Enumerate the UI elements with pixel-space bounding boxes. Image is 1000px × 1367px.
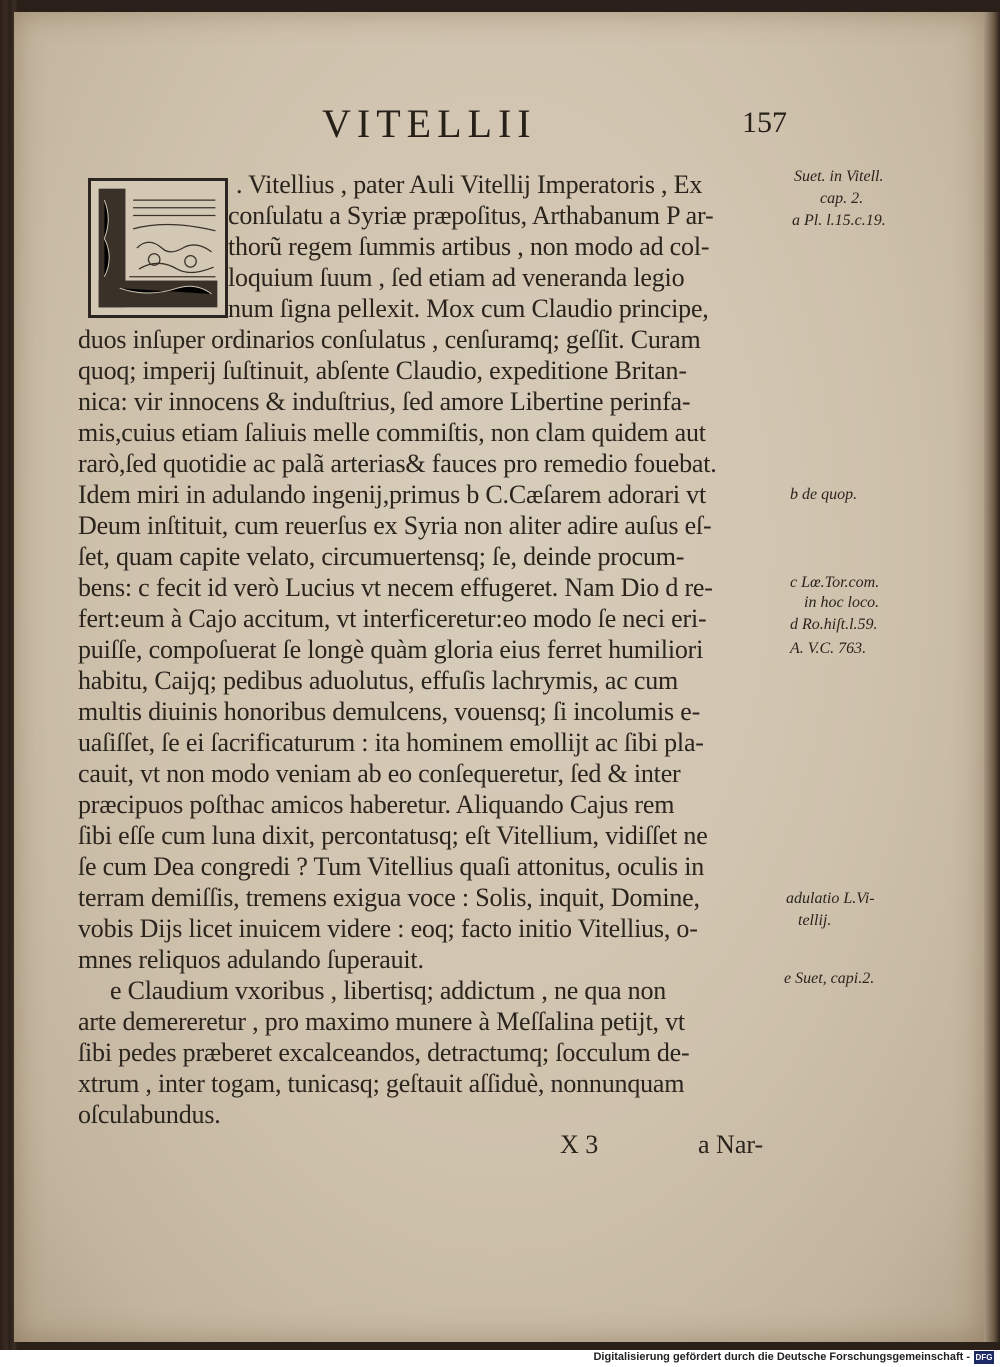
running-title: VITELLII [322,101,537,146]
text-line: num ſigna pellexit. Mox cum Claudio principe, [228,294,709,323]
margin-note: e Suet, capi.2. [784,970,875,987]
text-line: uaſiſſet, ſe ei ſacrificaturum : ita hominem emollijt ac ſibi pla- [78,728,704,757]
dfg-logo: DFG [975,1353,993,1362]
text-line: fert:eum à Cajo accitum, vt interficeretur:eo modo ſe neci eri- [78,604,707,633]
text-line: habitu, Caijq; pedibus aduolutus, effuſis lachrymis, ac cum [78,666,679,695]
catchword: a Nar- [698,1130,764,1159]
text-line: ſibi pedes præberet excalceandos, detractumq; ſocculum de- [78,1038,690,1067]
text-line: rarò,ſed quotidie ac palã arterias& fauces pro remedio fouebat. [78,449,717,478]
text-line: xtrum , inter togam, tunicasq; geſtauit aſſiduè, nonnunquam [78,1069,685,1098]
text-line: duos inſuper ordinarios conſulatus , cenſuramq; geſſit. Curam [78,325,701,354]
text-line: vobis Dijs licet inuicem videre : eoq; facto initio Vitellius, o- [78,914,698,943]
text-line: ſe cum Dea congredi ? Tum Vitellius quaſi attonitus, oculis in [78,852,705,881]
text-line: conſulatu a Syriæ præpoſitus, Arthabanum P ar- [228,201,714,230]
footer-credit: Digitalisierung gefördert durch die Deutsche Forschungsgemeinschaft - [593,1351,970,1363]
book-page [14,12,984,1342]
text-line: nica: vir innocens & induſtrius, ſed amore Libertine perinfa- [78,387,691,416]
text-line: . Vitellius , pater Auli Vitellij Imperatoris , Ex [236,170,703,199]
text-line: puiſſe, compoſuerat ſe longè quàm gloria eius ferret humiliori [78,635,704,664]
margin-note: in hoc loco. [804,594,880,611]
text-line: loquium ſuum , ſed etiam ad veneranda legio [228,263,685,292]
margin-note: cap. 2. [820,190,864,207]
text-line: Deum inſtituit, cum reuerſus ex Syria non aliter adire auſus eſ- [78,511,712,540]
text-line: Idem miri in adulando ingenij,primus b C.Cæſarem adorari vt [78,480,706,509]
signature-mark: X 3 [560,1130,599,1159]
margin-note: b de quop. [790,486,858,503]
margin-note: a Pl. l.15.c.19. [792,212,886,229]
text-line: cauit, vt non modo veniam ab eo conſequeretur, ſed & inter [78,759,681,788]
text-line: mnes reliquos adulando ſuperauit. [78,945,424,974]
text-line: quoq; imperij ſuſtinuit, abſente Claudio, expeditione Britan- [78,356,687,385]
margin-note: d Ro.hiſt.l.59. [790,616,878,633]
text-line: multis diuinis honoribus demulcens, vouensq; ſi incolumis e- [78,697,701,726]
text-line: bens: c fecit id verò Lucius vt necem effugeret. Nam Dio d re- [78,573,713,602]
margin-note: tellij. [798,912,832,929]
text-line: mis,cuius etiam ſaliuis melle commiſtis, non clam quidem aut [78,418,706,447]
text-line: arte demereretur , pro maximo munere à Meſſalina petijt, vt [78,1007,685,1036]
text-line: e Claudium vxoribus , libertisq; addictum , ne qua non [110,976,667,1005]
page-number: 157 [742,106,787,139]
text-line: ſibi eſſe cum luna dixit, percontatusq; eſt Vitellium, vidiſſet ne [78,821,708,850]
margin-note: adulatio L.Vi- [786,890,875,907]
margin-note: A. V.C. 763. [790,640,867,657]
text-line: thorũ regem ſummis artibus , non modo ad col- [228,232,710,261]
page-edge [984,12,1000,1342]
margin-note: c Lœ.Tor.com. [790,574,880,591]
margin-note: Suet. in Vitell. [794,168,884,185]
page-header [14,100,984,160]
text-line: terram demiſſis, tremens exigua voce : Solis, inquit, Domine, [78,883,700,912]
text-line: oſculabundus. [78,1100,221,1129]
woodcut-initial-L-icon [88,178,228,318]
text-line: ſet, quam capite velato, circumuertensq; ſe, deinde procum- [78,542,685,571]
text-line: præcipuos poſthac amicos haberetur. Aliquando Cajus rem [78,790,675,819]
